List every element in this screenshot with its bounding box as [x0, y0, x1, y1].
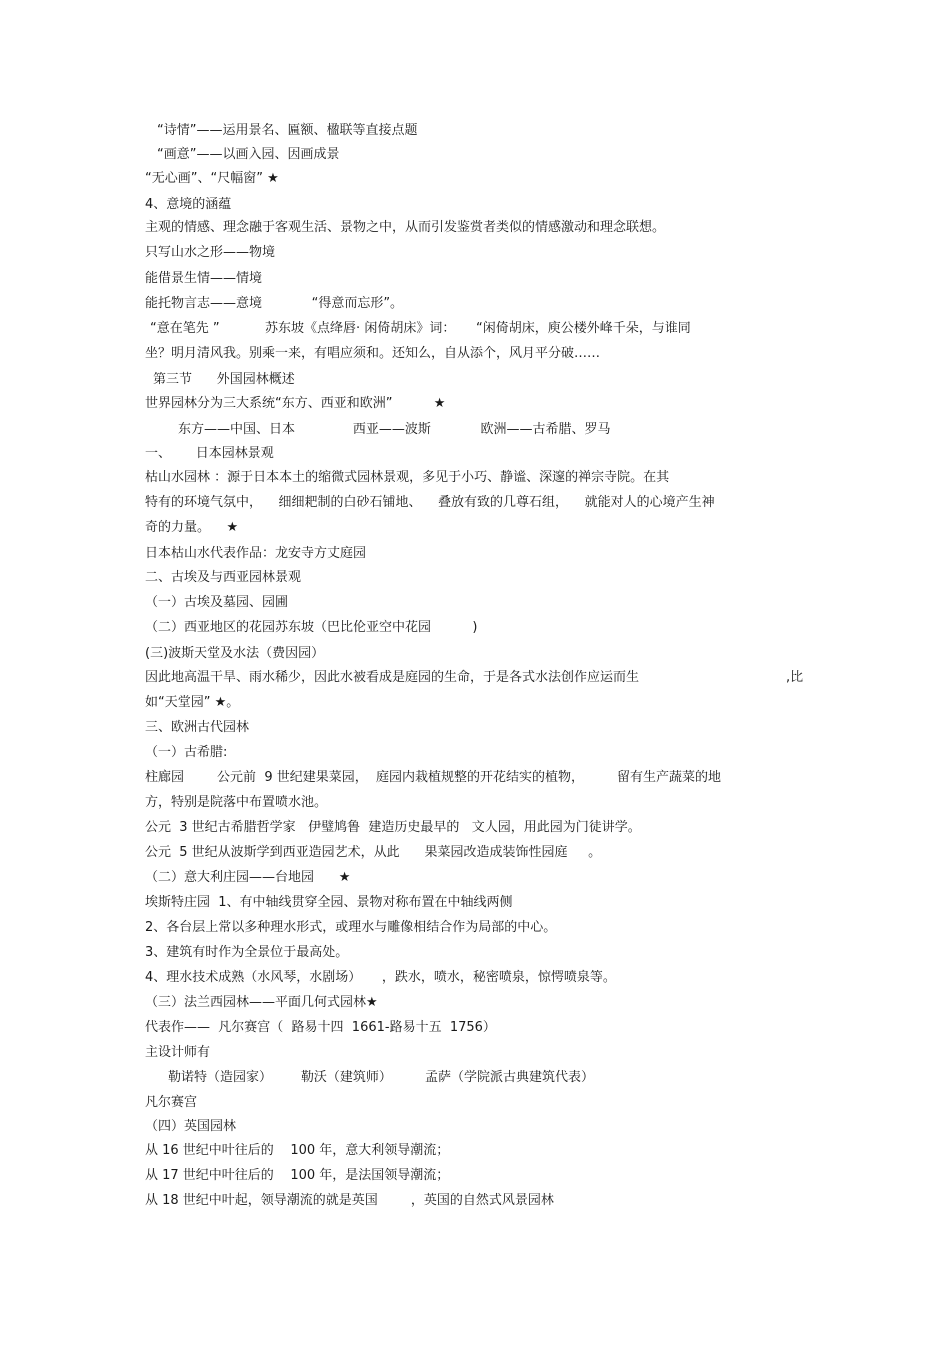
text-line: 代表作—— 凡尔赛宫（ 路易十四 1661-路易十五 1756）	[145, 1020, 496, 1035]
text-line: 2、各台层上常以多种理水形式，或理水与雕像相结合作为局部的中心。	[145, 920, 557, 935]
text-line: 奇的力量。 ★	[145, 520, 239, 535]
text-line: ,比	[786, 670, 804, 685]
text-line: （一）古希腊:	[145, 745, 228, 760]
text-line: （二）意大利庄园——台地园 ★	[145, 870, 351, 885]
text-line: “诗情”——运用景名、匾额、楹联等直接点题	[157, 123, 418, 138]
text-line: （二）西亚地区的花园苏东坡（巴比伦亚空中花园 )	[145, 620, 478, 635]
text-line: 勒诺特（造园家） 勒沃（建筑师） 孟萨（学院派古典建筑代表）	[168, 1070, 594, 1085]
text-line: 坐？明月清风我。别乘一来，有唱应须和。还知么，自从添个，风月平分破……	[145, 346, 601, 361]
text-line: 3、建筑有时作为全景位于最高处。	[145, 945, 349, 960]
text-line: “画意”——以画入园、因画成景	[157, 147, 340, 162]
text-line: 日本枯山水代表作品：龙安寺方丈庭园	[145, 546, 367, 561]
text-line: 公元 5 世纪从波斯学到西亚造园艺术，从此 果菜园改造成装饰性园庭 。	[145, 845, 602, 860]
text-line: 东方——中国、日本 西亚——波斯 欧洲——古希腊、罗马	[178, 422, 611, 437]
text-line: 特有的环境气氛中， 细细耙制的白砂石铺地、 叠放有致的几尊石组， 就能对人的心境产生神	[145, 495, 715, 510]
section-heading: 4、意境的涵蕴	[145, 197, 232, 212]
text-line: 从 18 世纪中叶起，领导潮流的就是英国 ，英国的自然式风景园林	[145, 1193, 554, 1208]
section-heading: 一、 日本园林景观	[145, 446, 274, 461]
text-line: 公元 3 世纪古希腊哲学家 伊璧鸠鲁 建造历史最早的 文人园，用此园为门徒讲学。	[145, 820, 641, 835]
text-line: 凡尔赛宫	[145, 1095, 198, 1110]
text-line: 方，特别是院落中布置喷水池。	[145, 795, 328, 810]
text-line: 4、理水技术成熟（水风琴，水剧场） ，跌水，喷水，秘密喷泉，惊愕喷泉等。	[145, 970, 616, 985]
section-heading: 二、古埃及与西亚园林景观	[145, 570, 302, 585]
text-line: 枯山水园林 ：源于日本本土的缩微式园林景观，多见于小巧、静谧、深邃的禅宗寺院。在其	[145, 470, 670, 485]
text-line: 从 16 世纪中叶往后的 100 年，意大利领导潮流；	[145, 1143, 450, 1158]
section-heading: 第三节 外国园林概述	[153, 372, 295, 387]
text-line: （一）古埃及墓园、园圃	[145, 595, 289, 610]
text-line: （四）英国园林	[145, 1119, 237, 1134]
text-line: 能借景生情——情境	[145, 271, 263, 286]
text-line: 从 17 世纪中叶往后的 100 年，是法国领导潮流；	[145, 1168, 450, 1183]
text-line: 主观的情感、理念融于客观生活、景物之中，从而引发鉴赏者类似的情感激动和理念联想。	[145, 220, 666, 235]
text-line: (三)波斯天堂及水法（费因园）	[145, 646, 325, 661]
text-line: 只写山水之形——物境	[145, 245, 276, 260]
text-line: 主设计师有	[145, 1045, 211, 1060]
text-line: 世界园林分为三大系统“东方、西亚和欧洲” ★	[145, 396, 446, 411]
section-heading: 三、欧洲古代园林	[145, 720, 250, 735]
text-line: 柱廊园 公元前 9 世纪建果菜园， 庭园内栽植规整的开花结实的植物， 留有生产蔬菜的地	[145, 770, 722, 785]
text-line: 埃斯特庄园 1、有中轴线贯穿全园、景物对称布置在中轴线两侧	[145, 895, 513, 910]
text-line: （三）法兰西园林——平面几何式园林★	[145, 995, 378, 1010]
text-line: “无心画”、“尺幅窗” ★	[145, 171, 279, 186]
text-line: “意在笔先 ” 苏东坡《点绛唇· 闲倚胡床》词： “闲倚胡床，庾公楼外峰千朵，与谁同	[150, 321, 691, 336]
text-line: 如“天堂园” ★。	[145, 695, 240, 710]
text-line: 因此地高温干旱、雨水稀少，因此水被看成是庭园的生命，于是各式水法创作应运而生	[145, 670, 640, 685]
text-line: 能托物言志——意境 “得意而忘形”。	[145, 296, 404, 311]
